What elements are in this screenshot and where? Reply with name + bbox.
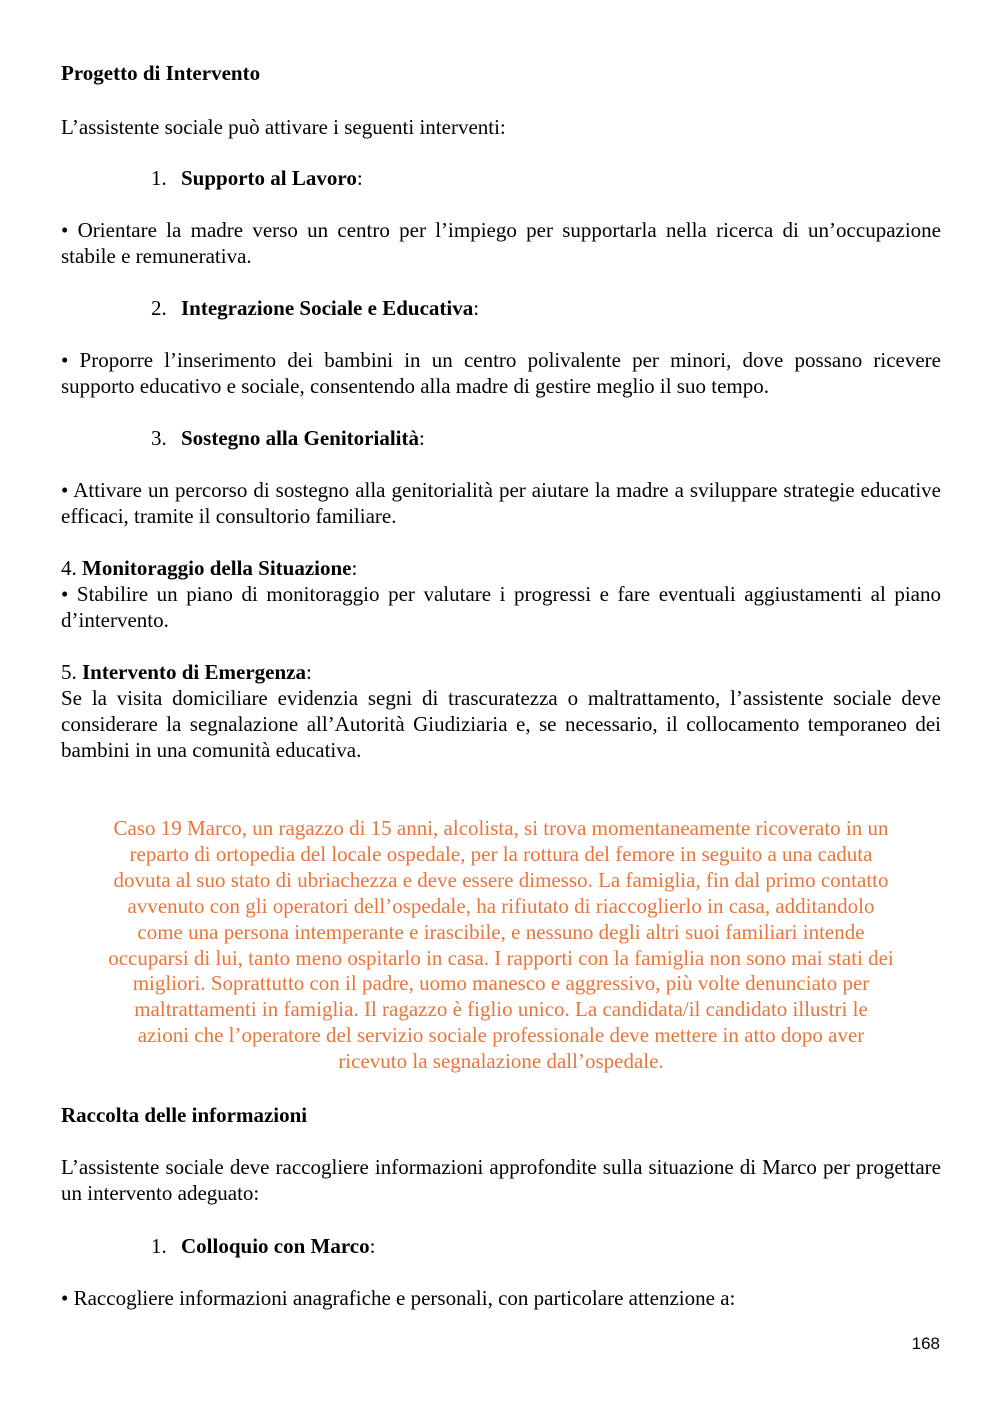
item-number: 3. xyxy=(151,426,167,450)
item-title: Integrazione Sociale e Educativa xyxy=(181,296,474,320)
item-title: Monitoraggio della Situazione xyxy=(82,556,352,580)
item-title: Supporto al Lavoro xyxy=(181,166,357,190)
colloquio-paragraph: • Raccogliere informazioni anagrafiche e personali, con particolare attenzione a: xyxy=(61,1286,736,1310)
section-heading-progetto: Progetto di Intervento xyxy=(61,61,261,85)
case-line: migliori. Soprattutto con il padre, uomo manesco e aggressivo, più volte denunciato per xyxy=(132,971,870,996)
item-1-paragraph: • Orientare la madre verso un centro per l’impiego per supportarla nella ricerca di un’occupazione stabile e remunerativa. xyxy=(61,218,941,268)
case-line: Caso 19 Marco, un ragazzo di 15 anni, alcolista, si trova momentaneamente ricoverato in un xyxy=(113,816,889,840)
case-line: avvenuto con gli operatori dell’ospedale, ha rifiutato di riaccoglierlo in casa, additandolo xyxy=(127,893,875,918)
item-number: 2. xyxy=(151,296,167,320)
section-intro: L’assistente sociale può attivare i seguenti interventi: xyxy=(61,115,506,139)
item-4-paragraph: • Stabilire un piano di monitoraggio per valutare i progressi e fare eventuali aggiustamenti al piano d’intervento. xyxy=(61,582,941,632)
item-5-heading: 5. Intervento di Emergenza: xyxy=(61,660,312,684)
item-title: Intervento di Emergenza xyxy=(82,660,306,684)
section-heading-raccolta: Raccolta delle informazioni xyxy=(61,1103,308,1127)
page-number: 168 xyxy=(911,1334,940,1353)
item-2-paragraph: • Proporre l’inserimento dei bambini in un centro polivalente per minori, dove possano ricevere supporto educativo e sociale, consentendo alla madre di gestire meglio il suo tempo. xyxy=(61,348,941,398)
item-number: 1. xyxy=(151,1234,167,1258)
case-line: occuparsi di lui, tanto meno ospitarlo in casa. I rapporti con la famiglia non sono mai stati dei xyxy=(108,945,894,970)
case-line: dovuta al suo stato di ubriachezza e deve essere dimesso. La famiglia, fin dal primo contatto xyxy=(113,867,889,892)
case-line: come una persona intemperante e irascibile, e nessuno degli altri suoi familiari intende xyxy=(137,919,865,944)
case-line: maltrattamenti in famiglia. Il ragazzo è figlio unico. La candidata/il candidato illustri le xyxy=(134,997,868,1022)
case-line: azioni che l’operatore del servizio sociale professionale deve mettere in atto dopo aver xyxy=(137,1023,865,1048)
item-title: Sostegno alla Genitorialità xyxy=(181,426,419,450)
case-line: reparto di ortopedia del locale ospedale, per la rottura del femore in seguito a una caduta xyxy=(129,841,873,866)
case-description xyxy=(61,816,941,1075)
item-number: 1. xyxy=(151,166,167,190)
section-2-intro: L’assistente sociale deve raccogliere informazioni approfondite sulla situazione di Marco per progettare un intervento adeguato: xyxy=(61,1155,941,1205)
item-5-paragraph: Se la visita domiciliare evidenzia segni di trascuratezza o maltrattamento, l’assistente sociale deve considerare la segnalazione all’Autorità Giudiziaria e, se necessario, il collocamento temporaneo dei bambini in una comunità educativa. xyxy=(61,686,941,762)
item-4-heading: 4. Monitoraggio della Situazione: xyxy=(61,556,358,580)
item-title: Colloquio con Marco xyxy=(181,1234,370,1258)
item-3-paragraph: • Attivare un percorso di sostegno alla genitorialità per aiutare la madre a sviluppare strategie educative efficaci, tramite il consultorio familiare. xyxy=(61,478,941,528)
case-line: ricevuto la segnalazione dall’ospedale. xyxy=(338,1049,664,1074)
